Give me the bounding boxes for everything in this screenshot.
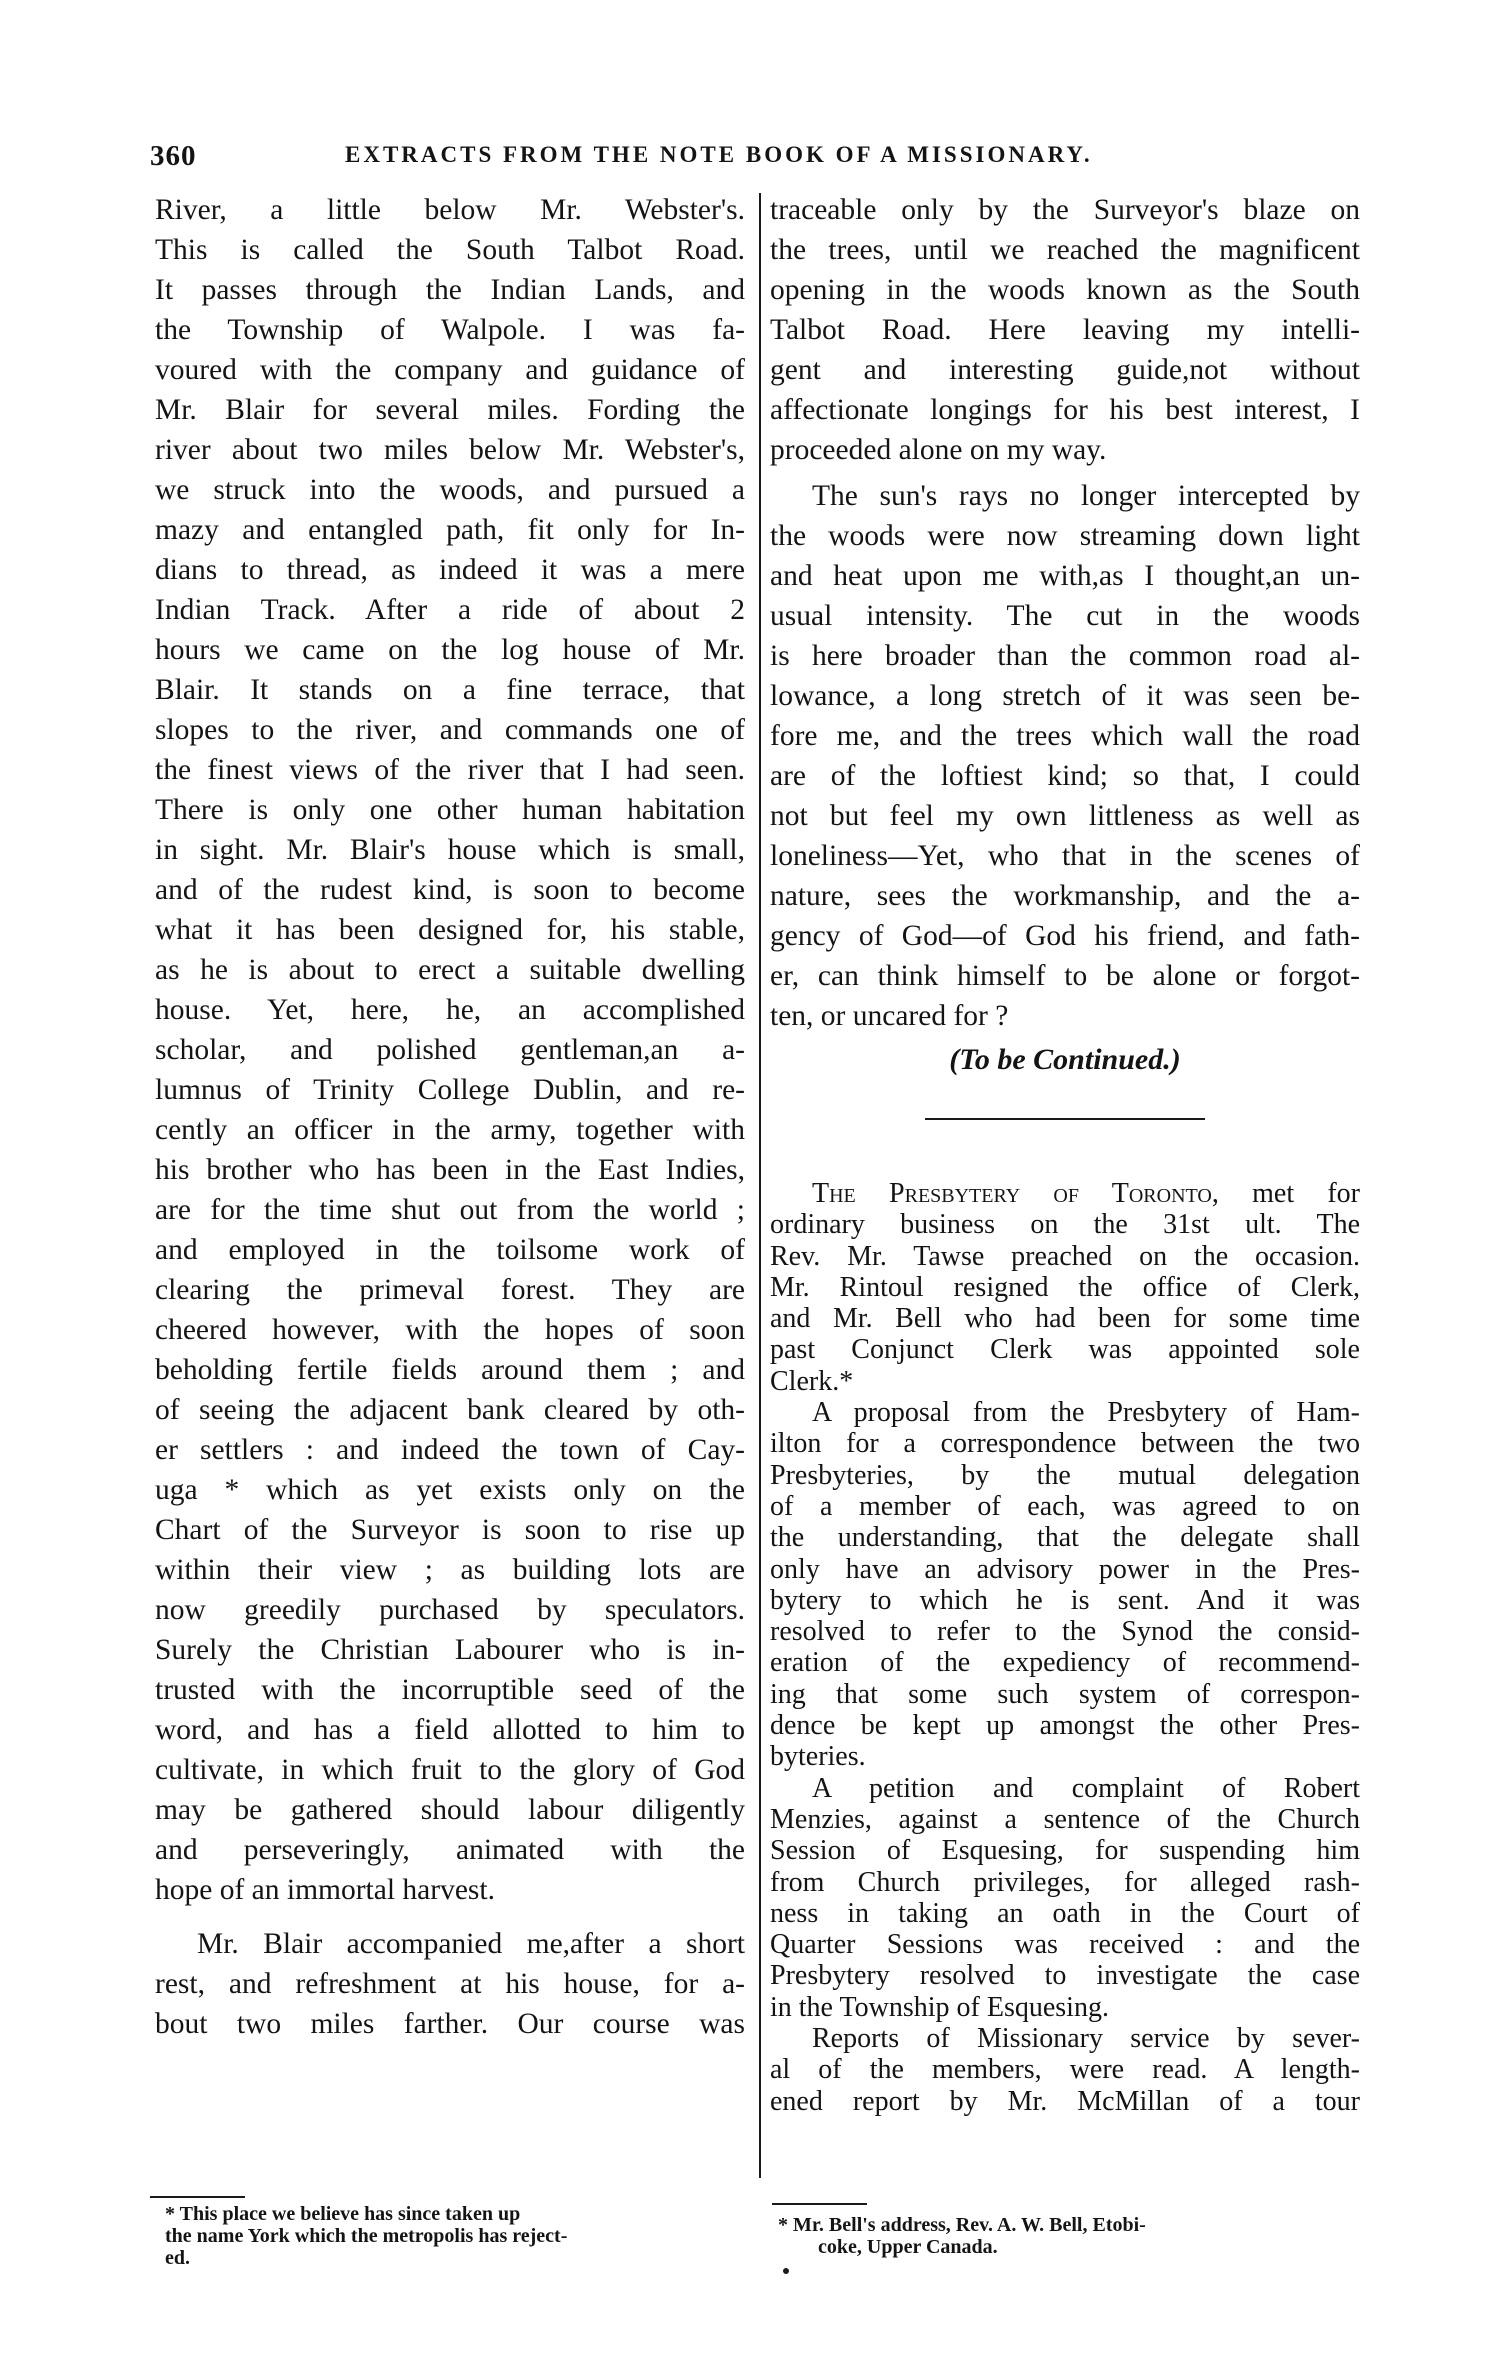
text-line: the trees, until we reached the magnificent <box>770 234 1360 266</box>
text-line: bytery to which he is sent. And it was <box>770 1584 1360 1616</box>
right-column <box>770 190 1360 2117</box>
text-line: There is only one other human habitation <box>155 794 745 826</box>
text-line: lumnus of Trinity College Dublin, and re- <box>155 1074 745 1106</box>
text-line: scholar, and polished gentleman,an a- <box>155 1034 745 1066</box>
page-header <box>150 140 1350 180</box>
text-line: we struck into the woods, and pursued a <box>155 474 745 506</box>
right-paragraph-1 <box>770 190 1360 470</box>
text-line: past Conjunct Clerk was appointed sole <box>770 1334 1360 1366</box>
presbytery-heading: The Presbytery of Toronto, <box>812 1178 1219 1209</box>
text-line: nature, sees the workmanship, and the a- <box>770 880 1360 912</box>
left-column <box>155 190 745 2044</box>
text-line: the understanding, that the delegate shall <box>770 1522 1360 1554</box>
text-line: Indian Track. After a ride of about 2 <box>155 594 745 626</box>
footnote-line: ed. <box>165 2247 190 2269</box>
text-line: from Church privileges, for alleged rash- <box>770 1866 1360 1898</box>
text-line: his brother who has been in the East Indies, <box>155 1154 745 1186</box>
text-line: the Township of Walpole. I was fa- <box>155 314 745 346</box>
text-line: ordinary business on the 31st ult. The <box>770 1209 1360 1241</box>
text-line: affectionate longings for his best interest, I <box>770 394 1360 426</box>
text-line: of a member of each, was agreed to on <box>770 1490 1360 1522</box>
to-be-continued: (To be Continued.) <box>949 1043 1181 1076</box>
text-line: hours we came on the log house of Mr. <box>155 634 745 666</box>
text-line: ing that some such system of correspon- <box>770 1678 1360 1710</box>
text-line: now greedily purchased by speculators. <box>155 1594 745 1626</box>
text-line: A proposal from the Presbytery of Ham- <box>812 1397 1360 1429</box>
footnote-line: * Mr. Bell's address, Rev. A. W. Bell, Etobi- <box>778 2214 1146 2236</box>
text-line: voured with the company and guidance of <box>155 354 745 386</box>
right-footnote-rule <box>772 2203 867 2205</box>
text-line: word, and has a field allotted to him to <box>155 1714 745 1746</box>
text-line: Mr. Blair accompanied me,after a short <box>197 1928 745 1960</box>
left-paragraph-2 <box>155 1924 745 2044</box>
text-line: not but feel my own littleness as well as <box>770 800 1360 832</box>
text-line: eration of the expediency of recommend- <box>770 1647 1360 1679</box>
text-line: Session of Esquesing, for suspending him <box>770 1835 1360 1867</box>
text-line: beholding fertile fields around them ; and <box>155 1354 745 1386</box>
text-line: This is called the South Talbot Road. <box>155 234 745 266</box>
presbytery-heading-rest: met for <box>1218 1178 1360 1209</box>
text-line: are of the loftiest kind; so that, I could <box>770 760 1360 792</box>
text-line: of seeing the adjacent bank cleared by oth- <box>155 1394 745 1426</box>
text-line: rest, and refreshment at his house, for a- <box>155 1968 745 2000</box>
text-line: Blair. It stands on a fine terrace, that <box>155 674 745 706</box>
left-paragraph-1 <box>155 190 745 1910</box>
text-line: mazy and entangled path, fit only for In- <box>155 514 745 546</box>
footnote-line: * This place we believe has since taken up <box>165 2203 521 2225</box>
text-line: gency of God—of God his friend, and fath- <box>770 920 1360 952</box>
text-line: Mr. Blair for several miles. Fording the <box>155 394 745 426</box>
text-line: in sight. Mr. Blair's house which is small, <box>155 834 745 866</box>
text-line: cently an officer in the army, together with <box>155 1114 745 1146</box>
text-line: River, a little below Mr. Webster's. <box>155 194 745 226</box>
text-line: are for the time shut out from the world ; <box>155 1194 745 1226</box>
text-line: er, can think himself to be alone or forgot- <box>770 960 1360 992</box>
text-line: ilton for a correspondence between the two <box>770 1428 1360 1460</box>
text-line: The sun's rays no longer intercepted by <box>812 480 1360 512</box>
text-line: opening in the woods known as the South <box>770 274 1360 306</box>
text-line: ened report by Mr. McMillan of a tour <box>770 2085 1360 2117</box>
right-footnote <box>778 2214 1358 2258</box>
text-line: ten, or uncared for ? <box>770 1000 1009 1032</box>
text-line: and of the rudest kind, is soon to become <box>155 874 745 906</box>
text-line: and employed in the toilsome work of <box>155 1234 745 1266</box>
text-line: and heat upon me with,as I thought,an un- <box>770 560 1360 592</box>
text-line: Rev. Mr. Tawse preached on the occasion. <box>770 1240 1360 1272</box>
text-line: bout two miles farther. Our course was <box>155 2008 745 2040</box>
text-line: cheered however, with the hopes of soon <box>155 1314 745 1346</box>
text-line: fore me, and the trees which wall the road <box>770 720 1360 752</box>
text-line: gent and interesting guide,not without <box>770 354 1360 386</box>
text-line: Menzies, against a sentence of the Church <box>770 1803 1360 1835</box>
text-line: ness in taking an oath in the Court of <box>770 1897 1360 1929</box>
text-line: lowance, a long stretch of it was seen be- <box>770 680 1360 712</box>
text-line: Presbyteries, by the mutual delegation <box>770 1459 1360 1491</box>
text-line: within their view ; as building lots are <box>155 1554 745 1586</box>
text-line: uga * which as yet exists only on the <box>155 1474 745 1506</box>
text-line: the finest views of the river that I had seen. <box>155 754 745 786</box>
text-line: traceable only by the Surveyor's blaze on <box>770 194 1360 226</box>
text-line: may be gathered should labour diligently <box>155 1794 745 1826</box>
text-line: Mr. Rintoul resigned the office of Clerk, <box>770 1271 1360 1303</box>
text-line: trusted with the incorruptible seed of the <box>155 1674 745 1706</box>
text-line: house. Yet, here, he, an accomplished <box>155 994 745 1026</box>
presbytery-paragraph-2 <box>770 1397 1360 1773</box>
text-line: is here broader than the common road al- <box>770 640 1360 672</box>
text-line: slopes to the river, and commands one of <box>155 714 745 746</box>
text-line: Reports of Missionary service by sever- <box>812 2023 1360 2055</box>
text-line: Quarter Sessions was received : and the <box>770 1929 1360 1961</box>
text-line: er settlers : and indeed the town of Cay- <box>155 1434 745 1466</box>
text-line: clearing the primeval forest. They are <box>155 1274 745 1306</box>
text-line: al of the members, were read. A length- <box>770 2054 1360 2086</box>
text-line: loneliness—Yet, who that in the scenes of <box>770 840 1360 872</box>
presbytery-paragraph-3 <box>770 1773 1360 2023</box>
presbytery-paragraph-1 <box>770 1178 1360 1397</box>
text-line: A petition and complaint of Robert <box>812 1772 1360 1804</box>
text-line: in the Township of Esquesing. <box>770 1991 1109 2023</box>
footnote-line: coke, Upper Canada. <box>818 2236 998 2258</box>
presbytery-paragraph-1-lines <box>770 1209 1360 1397</box>
text-line: only have an advisory power in the Pres- <box>770 1553 1360 1585</box>
text-line: and perseveringly, animated with the <box>155 1834 745 1866</box>
right-paragraph-2 <box>770 476 1360 1036</box>
text-line: hope of an immortal harvest. <box>155 1874 495 1906</box>
running-title: EXTRACTS FROM THE NOTE BOOK OF A MISSIONARY. <box>345 142 1093 167</box>
text-line: Clerk.* <box>770 1365 854 1397</box>
text-line: Talbot Road. Here leaving my intelli- <box>770 314 1360 346</box>
text-line: dence be kept up amongst the other Pres- <box>770 1710 1360 1742</box>
text-line: resolved to refer to the Synod the consid- <box>770 1616 1360 1648</box>
text-line: river about two miles below Mr. Webster's, <box>155 434 745 466</box>
left-footnote-rule <box>150 2196 245 2198</box>
text-line: cultivate, in which fruit to the glory of God <box>155 1754 745 1786</box>
text-line: It passes through the Indian Lands, and <box>155 274 745 306</box>
text-line: and Mr. Bell who had been for some time <box>770 1303 1360 1335</box>
page-number: 360 <box>150 140 197 172</box>
footnote-line: the name York which the metropolis has reject- <box>165 2225 568 2247</box>
text-line: what it has been designed for, his stable, <box>155 914 745 946</box>
text-line: usual intensity. The cut in the woods <box>770 600 1360 632</box>
text-line: dians to thread, as indeed it was a mere <box>155 554 745 586</box>
column-divider <box>759 193 761 2178</box>
text-line: the woods were now streaming down light <box>770 520 1360 552</box>
text-line: Chart of the Surveyor is soon to rise up <box>155 1514 745 1546</box>
presbytery-paragraph-4 <box>770 2023 1360 2117</box>
text-line <box>770 1178 1360 1209</box>
text-line: as he is about to erect a suitable dwelling <box>155 954 745 986</box>
printer-mark <box>783 2268 789 2274</box>
text-line: proceeded alone on my way. <box>770 434 1107 466</box>
left-footnote <box>165 2203 745 2269</box>
text-line: Presbytery resolved to investigate the case <box>770 1960 1360 1992</box>
text-line: Surely the Christian Labourer who is in- <box>155 1634 745 1666</box>
text-line: byteries. <box>770 1741 866 1773</box>
